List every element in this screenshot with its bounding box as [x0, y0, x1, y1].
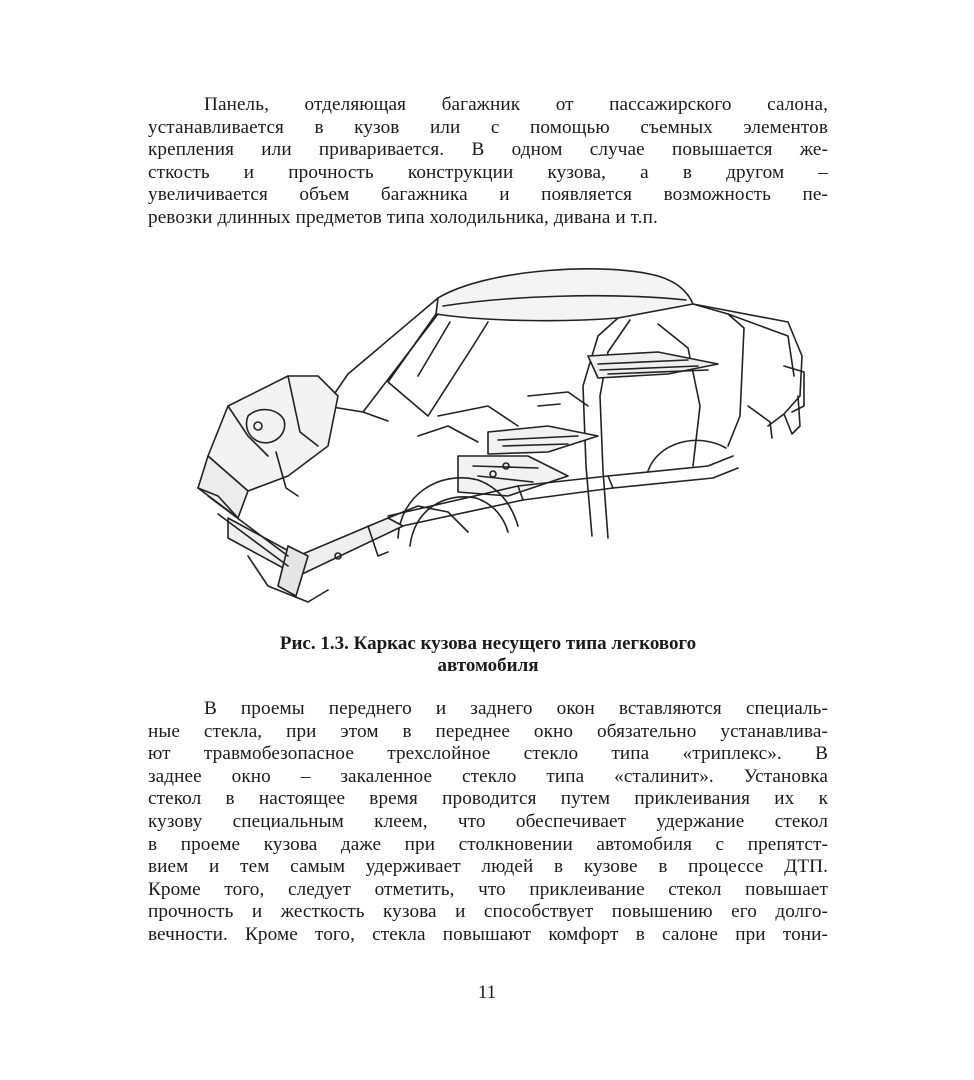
page-number: 11 [477, 982, 497, 1003]
text-line: устанавливается в кузов или с помощью съемных элементов [148, 116, 828, 138]
text-line: кузову специальным клеем, что обеспечивает удержание стекол [148, 810, 828, 832]
car-body-frame-illustration [188, 256, 820, 616]
text-line: ные стекла, при этом в переднее окно обязательно устанавлива- [148, 720, 828, 742]
text-line: прочность и жесткость кузова и способствует повышению его долго- [148, 901, 828, 923]
text-line: вием и тем самым удерживает людей в кузове в процессе ДТП. [148, 856, 828, 878]
text-line: сткость и прочность конструкции кузова, а в другом – [148, 161, 828, 183]
text-line: стекол в настоящее время проводится путем приклеивания их к [148, 788, 828, 810]
text-line: заднее окно – закаленное стекло типа «сталинит». Установка [148, 765, 828, 787]
caption-line: Рис. 1.3. Каркас кузова несущего типа легкового [279, 633, 697, 654]
text-line: В проемы переднего и заднего окон вставляются специаль- [204, 698, 828, 719]
text-line: Панель, отделяющая багажник от пассажирского салона, [204, 94, 828, 115]
text-line: в проеме кузова даже при столкновении автомобиля с препятст- [148, 833, 828, 855]
text-line: увеличивается объем багажника и появляется возможность пе- [148, 184, 828, 206]
figure-caption [148, 633, 828, 677]
caption-line: автомобиля [437, 655, 539, 676]
paragraph-glass [148, 698, 828, 947]
paragraph-trunk-panel [148, 94, 828, 230]
text-line: крепления или приваривается. В одном случае повышается же- [148, 139, 828, 161]
text-line: ревозки длинных предметов типа холодильника, дивана и т.п. [148, 206, 658, 228]
text-line: ют травмобезопасное трехслойное стекло типа «триплекс». В [148, 743, 828, 765]
text-line: вечности. Кроме того, стекла повышают комфорт в салоне при тони- [148, 923, 828, 945]
text-line: Кроме того, следует отметить, что приклеивание стекол повышает [148, 878, 828, 900]
